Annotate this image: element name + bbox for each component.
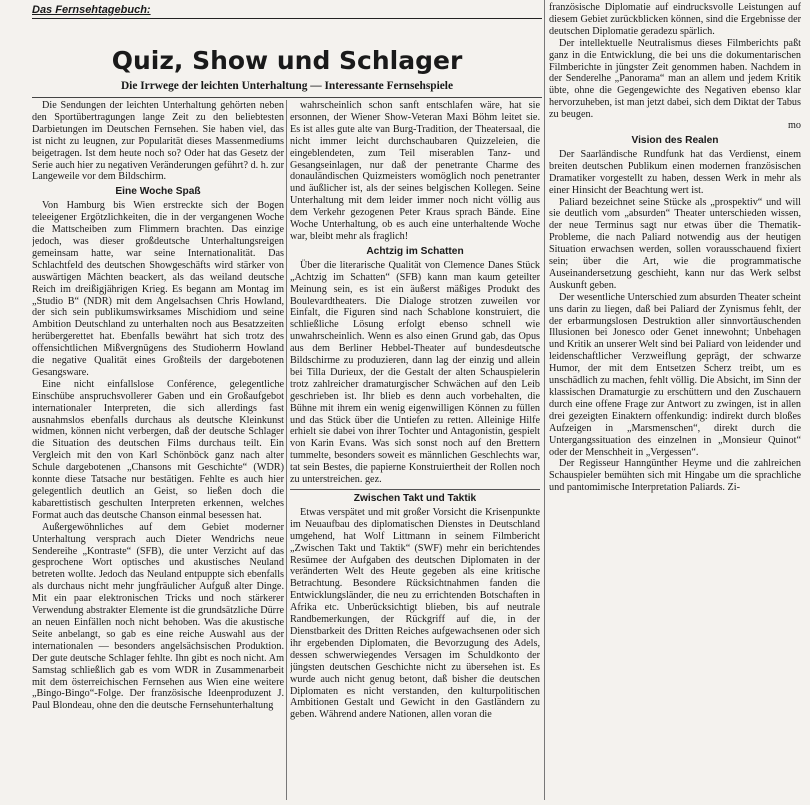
paragraph: Außergewöhnliches auf dem Gebiet moderner Unterhaltung versprach auch Dieter Wendrichs neue Sendereihe „Kontraste“ (SFB), die unter Verzicht auf das gesprochene Wort optisches und akustisches Neuland betreten wollte. Jedoch das Neuland entpuppte sich ebenfalls als durchaus nicht mehr jungfräulicher Aufguß alter Dinge. Mit ein paar elektronischen Tricks und noch stärkerer Verwendung abstrakter Elemente ist die grundsätzliche Dürre an neuen Einfällen noch nicht behoben. Was die akustische Seite anbelangt, so gab es eine reiche Auswahl aus der internationalen — besonders angelsächsischen Produktion. Der gute deutsche Schlager fehlte. Ihn gibt es noch nicht. Am Samstag schließlich gab es vom WDR in Zusammenarbeit mit dem österreichischen Fernsehen aus Wien eine weitere „Bingo-Bingo“-Folge. Der französische Ideenproduzent J. Paul Blondeau, ohne den die deutsche Fernsehunterhaltung [32, 521, 284, 712]
subtitle-rule [32, 97, 542, 98]
paragraph: Paliard bezeichnet seine Stücke als „prospektiv“ und will sie deutlich vom „absurden“ Theater unterschieden wissen, der neue Terminus sagt nur etwas über die Thematik-Probleme, die nach Paliard notwendig aus der heutigen Situation erwachsen werden, sollen vorausschauend fixiert sein; über die Art, wie die programmatische Auseinandersetzung geschieht, kann nur das Werk selbst Auskunft geben. [549, 196, 801, 291]
section-heading: Eine Woche Spaß [115, 186, 201, 198]
column-divider [286, 100, 287, 800]
column-1 [32, 100, 284, 800]
article-title: Quiz, Show und Schlager [111, 46, 463, 75]
section-heading: Zwischen Takt und Taktik [353, 493, 477, 504]
author-signature: mo [787, 120, 801, 132]
paragraph: Von Hamburg bis Wien erstreckte sich der Bogen teleeigener Ergötzlichkeiten, die in der vergangenen Woche die Mattscheiben zum Flimmern brachten. Das einzige jedoch, was dieser großdeutsche Unterhaltungsreigen gemeinsam hatte, war seine Internationalität. Das Schlachtfeld des deutschen Showgeschäfts wird stärker von auswärtigen Mächten beackert, als das weiland deutsche Reich im dreißigjährigen Krieg. Es begann am Montag im „Studio B“ (NDR) mit dem Angelsachsen Chris Howland, der sich sein publikumswirksames Mischidiom und seine Ambition Deutschland zu unterhalten noch aus Besatzzeiten herübergerettet hat. Ebenfalls bewährt hat sich trotz des offensichtlichen Mißvergnügens des Studioherrn Howland die negative Qualität eines Großteils der dargebotenen Gesangsware. [32, 200, 284, 378]
paragraph: Der Regisseur Hanngünther Heyme und die zahlreichen Schauspieler bemühten sich mit Hingabe um die sprachliche und pantomimische Interpretation Paliards. Zi- [549, 458, 801, 494]
paragraph: Der Saarländische Rundfunk hat das Verdienst, einem breiten deutschen Publikum einen modernen französischen Dramatiker vorgestellt zu haben, dessen Werk in mehr als einer Hinsicht der Beachtung wert ist. [549, 148, 801, 196]
column-3 [549, 2, 801, 800]
column-divider [544, 0, 545, 800]
section-heading: Achtzig im Schatten [366, 245, 464, 257]
paragraph: Die Sendungen der leichten Unterhaltung gehörten neben den Sportübertragungen lange Zeit zu den beliebtesten Darbietungen im Deutschen Fernsehen. Sie haben viel, das ist nicht zu leugnen, zur Popularität dieses Massenmediums beigetragen. Ist dem heute noch so? Oder hat das Gesetz der Serie auch hier zu negativen Veränderungen geführt? d. h. zur Langeweile vor dem Bildschirm. [32, 100, 284, 183]
paragraph: Der wesentliche Unterschied zum absurden Theater scheint uns darin zu liegen, daß bei Paliard der Zynismus fehlt, der der erbarmungslosen Destruktion aller sinnvortäuschenden Illusionen bei Jonesco oder Genet innewohnt; Unbehagen und Kritik an unserer Welt sind bei Paliard von leidender und leidenschaftlicher Verzweiflung geprägt, der schwarze Humor, der mit dem Entsetzen Scherz treibt, um es unschädlich zu machen, fehlt völlig. Die Absicht, im Sinn der klassischen Dramaturgie zu erschüttern und den Zuschauern durch eine offene Frage zur Antwort zu zwingen, ist in allen drei gezeigten Einaktern offenkundig: indirekt durch bloßes Aufzeigen in „Marsmenschen“, direkt durch die Untergangssituation des einzelnen in „Monsieur Quinot“ oder der Menschheit in „Vergessen“. [549, 291, 801, 458]
paragraph: französische Diplomatie auf eindrucksvolle Leistungen auf diesem Gebiet zurückblicken können, sind die Ergebnisse der deutschen Diplomatie geradezu spärlich. [549, 2, 801, 37]
column-2 [290, 100, 540, 800]
section-heading: Vision des Realen [631, 134, 719, 146]
section-rule [290, 489, 540, 490]
paragraph: Etwas verspätet und mit großer Vorsicht die Krisenpunkte im Neuaufbau des diplomatischen Dienstes in Deutschland umgehend, hat Wolf Littmann in seinem Filmbericht „Zwischen Takt und Taktik“ (SWF) mehr ein berichtendes Resümee der Aufgaben des deutschen Diplomaten in der veränderten Welt des Heute gegeben als eine kritische Betrachtung. Besondere Rücksichtnahmen fanden die Entwicklungsländer, die neu zu errichtenden Botschaften in Afrika etc. Unberücksichtigt blieben, bis auf neutrale Randbemerkungen, der Rückgriff auf die, in der Dienstbarkeit des Dritten Reiches aufgewachsenen oder sich ihr ergebenden Diplomaten, die Bevorzugung des Adels, dessen schwerwiegendes Versagen im Schuldkonto der jüngsten deutschen Geschichte nicht zu übersehen ist. Es wurde auch nicht genug betont, daß bisher die deutschen Diplomaten es nicht verstanden, den kulturpolitischen Ambitionen Gestalt und Gewicht in den Gastländern zu geben. Während andere Nationen, allen voran die [290, 506, 540, 721]
paragraph: Der intellektuelle Neutralismus dieses Filmberichts paßt ganz in die Entwicklung, die bei uns die dokumentarischen Filmberichte in jüngster Zeit genommen haben. Nachdem in der Senderelhe „Panorama“ man an allem und jedem Kritik übte, ohne die Gegengewichte des Negativen ebenso klar hervorzuheben, ist man jetzt dabei, sich dem Diktat der Tabus zu beugen. [549, 37, 801, 121]
header-rule [32, 18, 542, 19]
article-subtitle: Die Irrwege der leichten Unterhaltung — Interessante Fernsehspiele [120, 80, 454, 92]
paragraph: Eine nicht einfallslose Conférence, gelegentliche Einschübe anspruchsvollerer Gaben und ein Großaufgebot internationaler Interpreten, die sich allerdings fast ausnahmslos ebenfalls durchaus als deutsche Kleinkunst widmen, können nicht verbergen, daß der deutsche Schlager die Situation des deutschen Films durchaus teilt. Ein Vergleich mit den von Karl Schönböck ganz nach alter Schule dargebotenen „Chansons mit Geschichte“ (WDR) konnte diese Tatsache nur bestätigen. Fehlte es auch hier gelegentlich deutlich an Geist, so ließen doch die kabarettistisch geschulten Interpreten erkennen, welches Format auch das deutsche Chanson einmal besessen hat. [32, 378, 284, 521]
section-rubric: Das Fernsehtagebuch: [32, 4, 151, 16]
paragraph: Über die literarische Qualität von Clemence Danes Stück „Achtzig im Schatten“ (SFB) kann man kaum geteilter Meinung sein, es ist ein äußerst mäßiges Produkt des Boulevardtheaters. Die Dialoge strotzen zuweilen vor Einfalt, die Figuren sind nach Schablone konstruiert, die schließliche Lösung erfolgt ebenso schnell wie unwahrscheinlich. Wenn es also einen Grund gab, das Opus aus dem Berliner Hebbel-Theater auf bundesdeutsche Bildschirme zu produzieren, dann lag der einzig und allein bei Tilla Durieux, der die Gestalt der alten Schauspielerin trotz zahlreicher dramaturgischer Schwächen auf den Leib geschrieben ist. Ihr blieb es denn auch vorbehalten, die Bühne mit ihrem ein wenig eigenwilligen Können zu füllen und das Stück über die Untiefen zu retten. Alleinige Hilfe erhielt sie dabei von ihrer Tochter und Antagonistin, gespielt von Karin Evans. Was sich sonst noch auf den Brettern tummelte, besonders soweit es männlichen Geschlechts war, tat sein Bestes, die papierne Konstruiertheit der Rollen noch zu unterstreichen. gez. [290, 259, 540, 486]
paragraph: wahrscheinlich schon sanft entschlafen wäre, hat sie ersonnen, der Wiener Show-Veteran Maxi Böhm leitet sie. Es ist alles gute alte van Burg-Tradition, der Theatersaal, die nicht immer leicht durchschaubaren Quizzeleien, die eingeblendeten, zum Teil miserablen Tanz- und Gesangseinlagen, nur daß der penetrante Charme des donauländischen Quizmeisters womöglich noch penetranter und äußlicher ist, als der seines belgischen Kollegen. Seine Unterhaltung mit dem leider immer noch nicht völlig aus dem Verkehr gezogenen Peter Kraus sprach Bände. Eine Woche Unterhaltung, ob es auch eine unterhaltende Woche war, bleibt mehr als fraglich! [290, 100, 540, 242]
